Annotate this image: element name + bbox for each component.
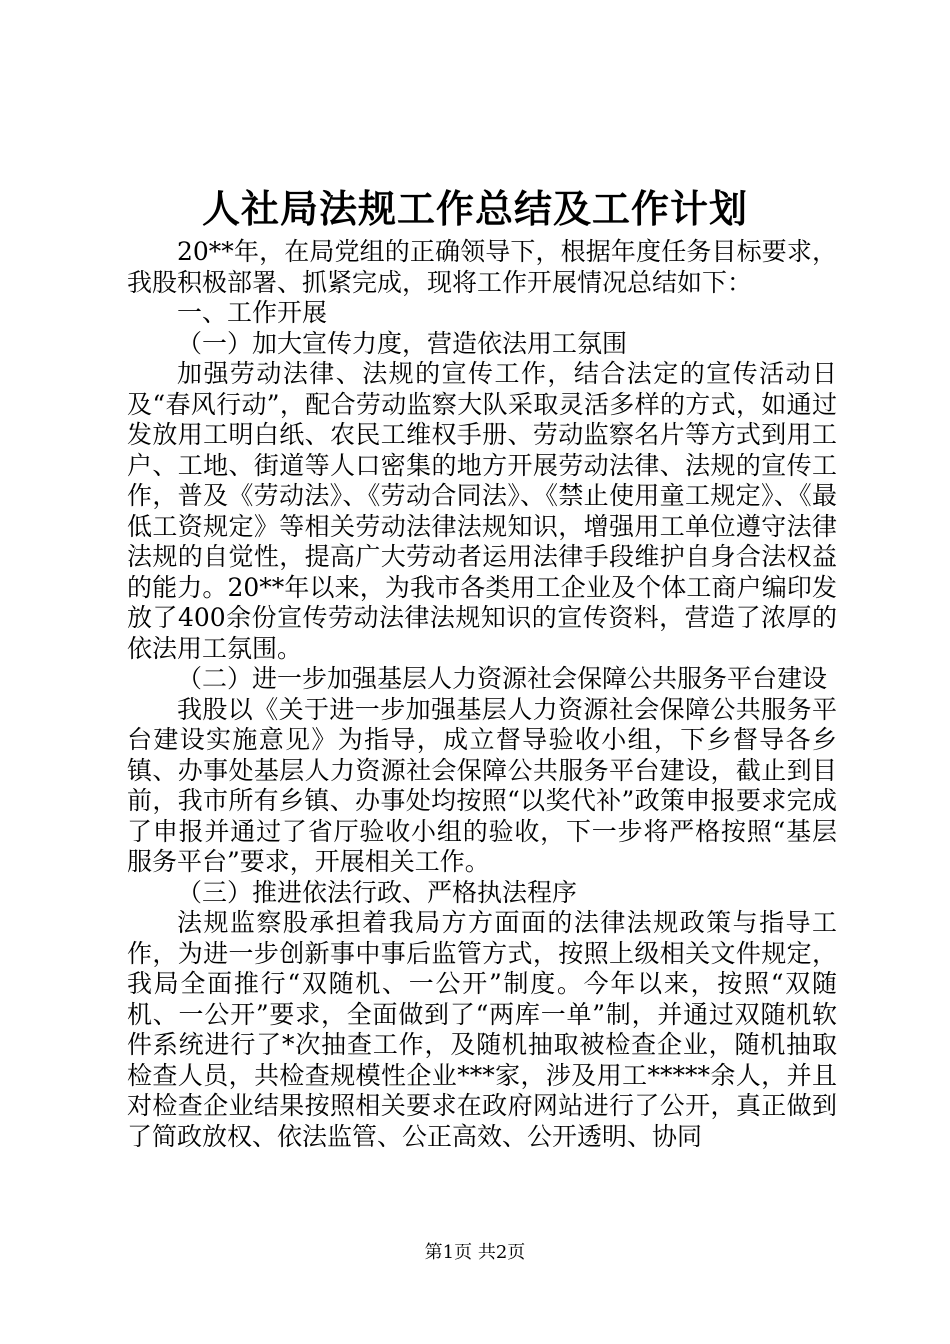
subsection-heading-administration: （三）推进依法行政、严格执法程序 (177, 877, 578, 907)
document-title: 人社局法规工作总结及工作计划 (201, 186, 748, 231)
subsection-heading-publicity: （一）加大宣传力度，营造依法用工氛围 (177, 328, 628, 358)
page-footer: 第1页 共2页 (424, 1242, 526, 1263)
administration-paragraph: 法规监察股承担着我局方方面面的法律法规政策与指导工作，为进一步创新事中事后监管方式，按照上级相关文件规定，我局全面推行“双随机、一公开”制度。今年以来，按照“双随机、一公开”要求，全面做到了“两库一单”制，并通过双随机软件系统进行了*次抽查工作，及随机抽取被检查企业，随机抽取检查人员，共检查规模性企业***家，涉及用工*****余人，并且对检查企业结果按照相关要求在政府网站进行了公开，真正做到了简政放权、依法监管、公正高效、公开透明、协同 (127, 908, 837, 1151)
section-heading-work: 一、工作开展 (177, 298, 328, 327)
intro-paragraph: 20**年，在局党组的正确领导下，根据年度任务目标要求，我股积极部署、抓紧完成，现将工作开展情况总结如下： (127, 237, 837, 297)
subsection-heading-platform: （二）进一步加强基层人力资源社会保障公共服务平台建设 (177, 664, 828, 693)
document-body (127, 237, 837, 1152)
platform-paragraph: 我股以《关于进一步加强基层人力资源社会保障公共服务平台建设实施意见》为指导，成立督导验收小组，下乡督导各乡镇、办事处基层人力资源社会保障公共服务平台建设，截止到目前，我市所有乡镇、办事处均按照“以奖代补”政策申报要求完成了申报并通过了省厅验收小组的验收，下一步将严格按照“基层服务平台”要求，开展相关工作。 (127, 694, 837, 876)
publicity-paragraph: 加强劳动法律、法规的宣传工作，结合法定的宣传活动日及“春风行动”，配合劳动监察大队采取灵活多样的方式，如通过发放用工明白纸、农民工维权手册、劳动监察名片等方式到用工户、工地、街道等人口密集的地方开展劳动法律、法规的宣传工作，普及《劳动法》、《劳动合同法》、《禁止使用童工规定》、《最低工资规定》等相关劳动法律法规知识，增强用工单位遵守法律法规的自觉性，提高广大劳动者运用法律手段维护自身合法权益的能力。20**年以来，为我市各类用工企业及个体工商户编印发放了400余份宣传劳动法律法规知识的宣传资料，营造了浓厚的依法用工氛围。 (127, 359, 837, 663)
